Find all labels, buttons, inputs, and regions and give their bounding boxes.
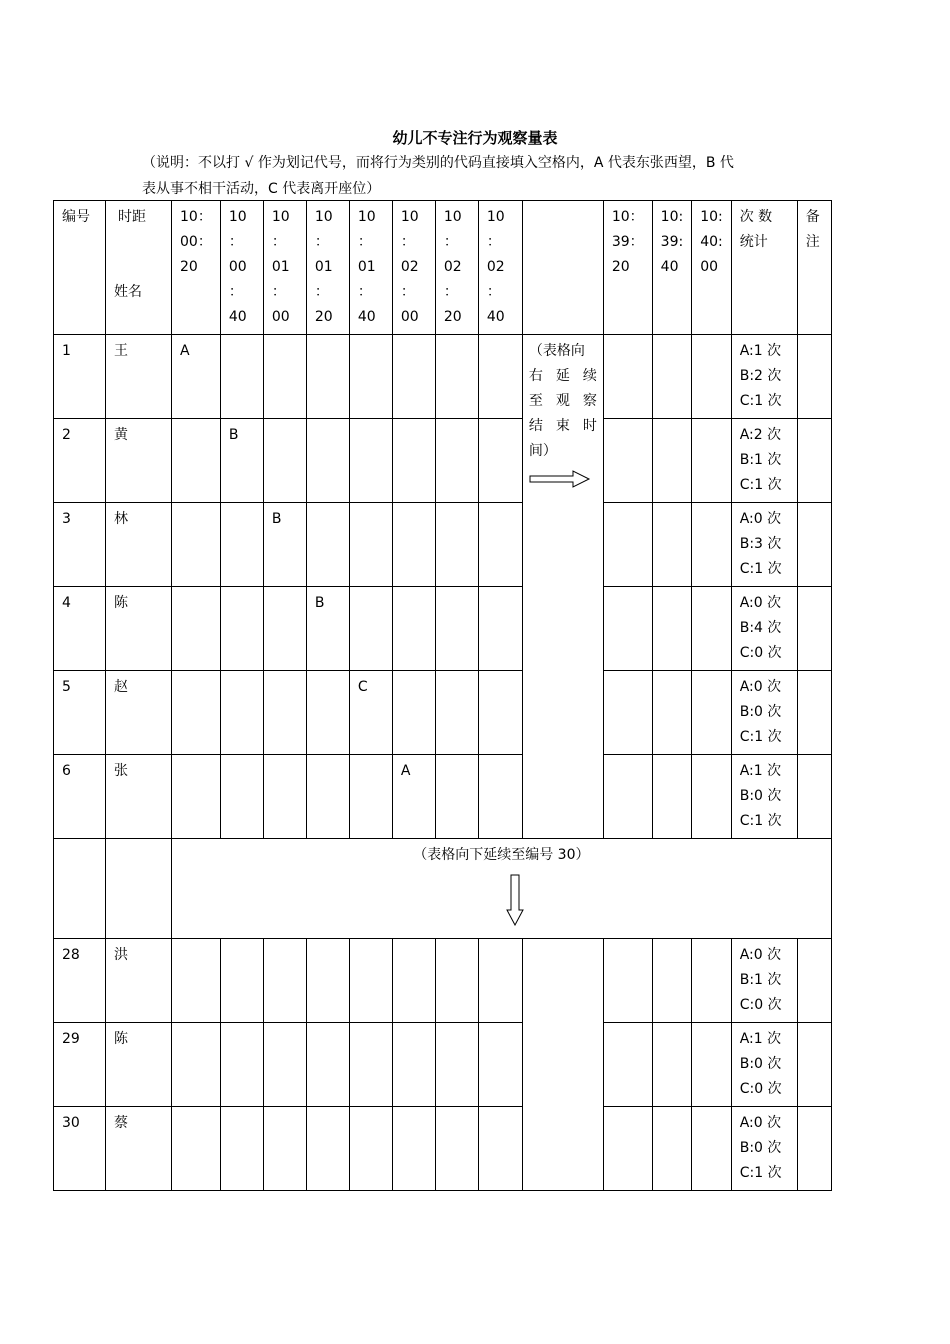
later-behavior-code — [652, 1107, 692, 1191]
header-time-3 — [263, 201, 306, 335]
count-stat: C:1 次 — [739, 477, 782, 493]
behavior-code — [435, 419, 478, 503]
behavior-code — [478, 1023, 522, 1107]
header-time-2-part: ： — [228, 234, 243, 250]
behavior-code — [349, 1107, 392, 1191]
child-name: 黄 — [106, 419, 172, 503]
header-time-7 — [435, 201, 478, 335]
behavior-code — [220, 587, 263, 671]
header-time-3-part: 00 — [271, 309, 290, 325]
child-number: 28 — [54, 939, 106, 1023]
behavior-code — [435, 1107, 478, 1191]
behavior-code — [306, 419, 349, 503]
later-behavior-code — [652, 671, 692, 755]
behavior-code — [306, 939, 349, 1023]
table-row — [54, 1107, 832, 1191]
count-stat: C:1 次 — [739, 1165, 782, 1181]
behavior-code — [435, 671, 478, 755]
count-stats — [731, 1023, 797, 1107]
child-name — [106, 839, 172, 939]
count-stat: B:0 次 — [739, 704, 782, 720]
behavior-code — [392, 503, 435, 587]
behavior-code — [478, 335, 522, 419]
continue-down-note — [172, 839, 832, 939]
continue-right-text: 间） — [528, 443, 557, 459]
later-behavior-code — [603, 503, 652, 587]
child-number: 6 — [54, 755, 106, 839]
header-count — [731, 201, 797, 335]
child-name: 张 — [106, 755, 172, 839]
header-count-line-2: 统计 — [739, 234, 768, 250]
child-number — [54, 839, 106, 939]
arrow-down-icon — [506, 874, 524, 926]
child-name: 赵 — [106, 671, 172, 755]
header-time-4-part: ： — [314, 234, 329, 250]
header-time-1-part: 10： — [180, 209, 212, 225]
header-time-8-part: 10 — [486, 209, 505, 225]
behavior-code — [220, 939, 263, 1023]
later-behavior-code — [652, 755, 692, 839]
later-behavior-code — [603, 587, 652, 671]
behavior-code — [172, 1107, 221, 1191]
behavior-code — [349, 755, 392, 839]
count-stats — [731, 755, 797, 839]
count-stats — [731, 939, 797, 1023]
count-stats — [731, 587, 797, 671]
header-time-6-part: ： — [400, 234, 415, 250]
header-time-2-part: ： — [228, 284, 243, 300]
header-time-name — [106, 201, 172, 335]
behavior-code — [478, 503, 522, 587]
behavior-code — [220, 503, 263, 587]
behavior-code — [349, 335, 392, 419]
count-stat: A:0 次 — [739, 947, 782, 963]
header-time-8-part: 40 — [486, 309, 505, 325]
page-title: 幼儿不专注行为观察量表 — [392, 129, 558, 147]
behavior-code — [220, 1107, 263, 1191]
behavior-code — [478, 755, 522, 839]
behavior-code — [478, 1107, 522, 1191]
behavior-code — [172, 939, 221, 1023]
behavior-code — [478, 587, 522, 671]
header-time-6-part: 00 — [400, 309, 419, 325]
count-stat: C:0 次 — [739, 645, 782, 661]
behavior-code — [306, 503, 349, 587]
continue-down-text: （表格向下延续至编号 30） — [413, 847, 590, 863]
later-behavior-code — [692, 587, 732, 671]
header-time-3-part: ： — [271, 234, 286, 250]
later-behavior-code — [603, 1107, 652, 1191]
behavior-code — [263, 671, 306, 755]
count-stats — [731, 335, 797, 419]
count-stat: B:0 次 — [739, 788, 782, 804]
later-behavior-code — [692, 1023, 732, 1107]
count-stat: A:0 次 — [739, 595, 782, 611]
continue-right-text: 右 延 续 — [528, 368, 597, 384]
header-row — [54, 201, 832, 335]
header-time-7-part: ： — [443, 284, 458, 300]
behavior-code — [220, 335, 263, 419]
header-later-time-3-part: 00 — [700, 259, 719, 275]
later-behavior-code — [692, 503, 732, 587]
later-behavior-code — [652, 939, 692, 1023]
arrow-right-icon — [529, 470, 591, 488]
count-stat: A:1 次 — [739, 763, 782, 779]
header-later-time-3-part: 10: — [700, 209, 723, 225]
header-time-8-part: 02 — [486, 259, 505, 275]
table-row — [54, 755, 832, 839]
header-time-3-part: 10 — [271, 209, 290, 225]
header-time-6-part: 10 — [400, 209, 419, 225]
behavior-code — [172, 587, 221, 671]
behavior-code — [172, 503, 221, 587]
count-stat: C:0 次 — [739, 997, 782, 1013]
header-time-6 — [392, 201, 435, 335]
behavior-code — [306, 1023, 349, 1107]
count-stat: C:1 次 — [739, 813, 782, 829]
remark-cell — [797, 671, 831, 755]
header-name: 姓名 — [114, 284, 142, 300]
header-time-5-part: 40 — [357, 309, 376, 325]
continue-right-text: 结 束 时 — [528, 418, 597, 434]
header-time-8-part: ： — [486, 284, 501, 300]
continue-gap — [522, 939, 603, 1191]
behavior-code — [435, 335, 478, 419]
header-time-7-part: 10 — [443, 209, 462, 225]
child-number: 3 — [54, 503, 106, 587]
behavior-code — [392, 939, 435, 1023]
remark-cell — [797, 587, 831, 671]
later-behavior-code — [652, 335, 692, 419]
child-name: 陈 — [106, 587, 172, 671]
header-count-line-1: 次 数 — [739, 209, 773, 225]
continue-right-note — [522, 335, 603, 839]
child-number: 1 — [54, 335, 106, 419]
later-behavior-code — [692, 1107, 732, 1191]
instructions-line-1: （说明：不以打 √ 作为划记代号，而将行为类别的代码直接填入空格内，A 代表东张西望，B 代 — [142, 155, 734, 171]
behavior-code: A — [172, 335, 221, 419]
behavior-code — [263, 419, 306, 503]
count-stat: B:0 次 — [739, 1056, 782, 1072]
header-later-time-1-part: 10： — [611, 209, 644, 225]
count-stat: B:2 次 — [739, 368, 782, 384]
remark-cell — [797, 503, 831, 587]
header-time-3-part: 01 — [271, 259, 290, 275]
table-row — [54, 939, 832, 1023]
remark-cell — [797, 1107, 831, 1191]
header-time-5-part: 01 — [357, 259, 376, 275]
remark-cell — [797, 419, 831, 503]
behavior-code — [172, 1023, 221, 1107]
behavior-code — [263, 335, 306, 419]
behavior-code: B — [220, 419, 263, 503]
later-behavior-code — [603, 939, 652, 1023]
behavior-code — [392, 335, 435, 419]
header-later-time-3-part: 40: — [700, 234, 723, 250]
behavior-code — [435, 1023, 478, 1107]
header-later-time-1-part: 20 — [611, 259, 630, 275]
count-stat: C:0 次 — [739, 1081, 782, 1097]
later-behavior-code — [603, 335, 652, 419]
behavior-code — [478, 939, 522, 1023]
count-stat: B:1 次 — [739, 452, 782, 468]
header-time-4 — [306, 201, 349, 335]
count-stat: A:0 次 — [739, 1115, 782, 1131]
header-num: 编号 — [54, 201, 106, 335]
count-stat: A:0 次 — [739, 511, 782, 527]
behavior-code — [263, 939, 306, 1023]
later-behavior-code — [603, 755, 652, 839]
later-behavior-code — [652, 587, 692, 671]
header-time-4-part: 20 — [314, 309, 333, 325]
later-behavior-code — [692, 335, 732, 419]
table-row — [54, 671, 832, 755]
header-later-time-2 — [652, 201, 692, 335]
header-time-7-part: 02 — [443, 259, 462, 275]
behavior-code — [306, 1107, 349, 1191]
header-remark-line-1: 备 — [805, 209, 820, 225]
behavior-code — [220, 1023, 263, 1107]
behavior-code — [349, 1023, 392, 1107]
behavior-code — [263, 1107, 306, 1191]
behavior-code — [263, 755, 306, 839]
count-stat: C:1 次 — [739, 729, 782, 745]
behavior-code — [349, 419, 392, 503]
header-time-2-part: 40 — [228, 309, 247, 325]
header-later-time-2-part: 39: — [660, 234, 684, 250]
count-stat: A:1 次 — [739, 343, 782, 359]
child-name: 洪 — [106, 939, 172, 1023]
header-time-1-part: 00： — [180, 234, 212, 250]
header-time-6-part: 02 — [400, 259, 419, 275]
header-time-8 — [478, 201, 522, 335]
header-time-2-part: 10 — [228, 209, 247, 225]
later-behavior-code — [692, 419, 732, 503]
behavior-code: A — [392, 755, 435, 839]
behavior-code — [220, 755, 263, 839]
count-stat: C:1 次 — [739, 561, 782, 577]
header-time-4-part: 10 — [314, 209, 333, 225]
header-remark-line-2: 注 — [805, 234, 820, 250]
child-number: 29 — [54, 1023, 106, 1107]
table-row — [54, 587, 832, 671]
header-time-1 — [172, 201, 221, 335]
count-stat: B:3 次 — [739, 536, 782, 552]
header-time-7-part: 20 — [443, 309, 462, 325]
remark-cell — [797, 1023, 831, 1107]
count-stat: B:4 次 — [739, 620, 782, 636]
count-stats — [731, 1107, 797, 1191]
header-time-1-part: 20 — [180, 259, 198, 275]
child-name: 林 — [106, 503, 172, 587]
behavior-code — [435, 587, 478, 671]
child-number: 5 — [54, 671, 106, 755]
table-row — [54, 503, 832, 587]
child-number: 4 — [54, 587, 106, 671]
behavior-code — [392, 419, 435, 503]
header-time-3-part: ： — [271, 284, 286, 300]
count-stat: A:2 次 — [739, 427, 782, 443]
behavior-code — [306, 671, 349, 755]
header-later-time-1 — [603, 201, 652, 335]
continue-right-text: （表格向 — [528, 343, 585, 359]
behavior-code — [306, 755, 349, 839]
count-stat: A:1 次 — [739, 1031, 782, 1047]
behavior-code — [220, 671, 263, 755]
header-time-2-part: 00 — [228, 259, 247, 275]
behavior-code — [263, 587, 306, 671]
observation-table — [53, 200, 832, 1191]
header-later-time-1-part: 39： — [611, 234, 644, 250]
behavior-code — [172, 419, 221, 503]
behavior-code — [349, 503, 392, 587]
behavior-code — [478, 671, 522, 755]
count-stat: C:1 次 — [739, 393, 782, 409]
header-gap — [522, 201, 603, 335]
count-stats — [731, 503, 797, 587]
behavior-code — [392, 1023, 435, 1107]
later-behavior-code — [652, 419, 692, 503]
behavior-code — [263, 1023, 306, 1107]
later-behavior-code — [652, 503, 692, 587]
child-name: 陈 — [106, 1023, 172, 1107]
child-name: 蔡 — [106, 1107, 172, 1191]
continue-down-row — [54, 839, 832, 939]
header-later-time-2-part: 10: — [660, 209, 684, 225]
behavior-code: C — [349, 671, 392, 755]
behavior-code — [349, 939, 392, 1023]
header-time-4-part: 01 — [314, 259, 333, 275]
header-later-time-2-part: 40 — [660, 259, 679, 275]
header-time-4-part: ： — [314, 284, 329, 300]
remark-cell — [797, 755, 831, 839]
header-time-5-part: 10 — [357, 209, 376, 225]
header-time-7-part: ： — [443, 234, 458, 250]
behavior-code — [435, 755, 478, 839]
behavior-code — [172, 671, 221, 755]
table-row — [54, 1023, 832, 1107]
behavior-code — [392, 1107, 435, 1191]
header-time-8-part: ： — [486, 234, 501, 250]
behavior-code — [392, 587, 435, 671]
header-time-5-part: ： — [357, 284, 372, 300]
count-stat: A:0 次 — [739, 679, 782, 695]
later-behavior-code — [692, 939, 732, 1023]
later-behavior-code — [603, 671, 652, 755]
later-behavior-code — [692, 755, 732, 839]
behavior-code — [349, 587, 392, 671]
behavior-code — [478, 419, 522, 503]
remark-cell — [797, 939, 831, 1023]
header-time-5-part: ： — [357, 234, 372, 250]
later-behavior-code — [603, 419, 652, 503]
behavior-code — [306, 335, 349, 419]
later-behavior-code — [652, 1023, 692, 1107]
instructions — [142, 150, 822, 202]
count-stat: B:1 次 — [739, 972, 782, 988]
count-stat: B:0 次 — [739, 1140, 782, 1156]
header-time-interval: 时距 — [118, 209, 146, 225]
header-time-6-part: ： — [400, 284, 415, 300]
table-row — [54, 335, 832, 419]
table-row — [54, 419, 832, 503]
behavior-code: B — [306, 587, 349, 671]
behavior-code — [392, 671, 435, 755]
later-behavior-code — [692, 671, 732, 755]
instructions-line-2: 表从事不相干活动，C 代表离开座位） — [142, 181, 381, 197]
count-stats — [731, 419, 797, 503]
child-name: 王 — [106, 335, 172, 419]
later-behavior-code — [603, 1023, 652, 1107]
behavior-code: B — [263, 503, 306, 587]
header-time-5 — [349, 201, 392, 335]
header-remark — [797, 201, 831, 335]
continue-right-text: 至 观 察 — [528, 393, 597, 409]
behavior-code — [435, 503, 478, 587]
remark-cell — [797, 335, 831, 419]
header-time-2 — [220, 201, 263, 335]
behavior-code — [172, 755, 221, 839]
header-later-time-3 — [692, 201, 732, 335]
count-stats — [731, 671, 797, 755]
child-number: 2 — [54, 419, 106, 503]
behavior-code — [435, 939, 478, 1023]
child-number: 30 — [54, 1107, 106, 1191]
